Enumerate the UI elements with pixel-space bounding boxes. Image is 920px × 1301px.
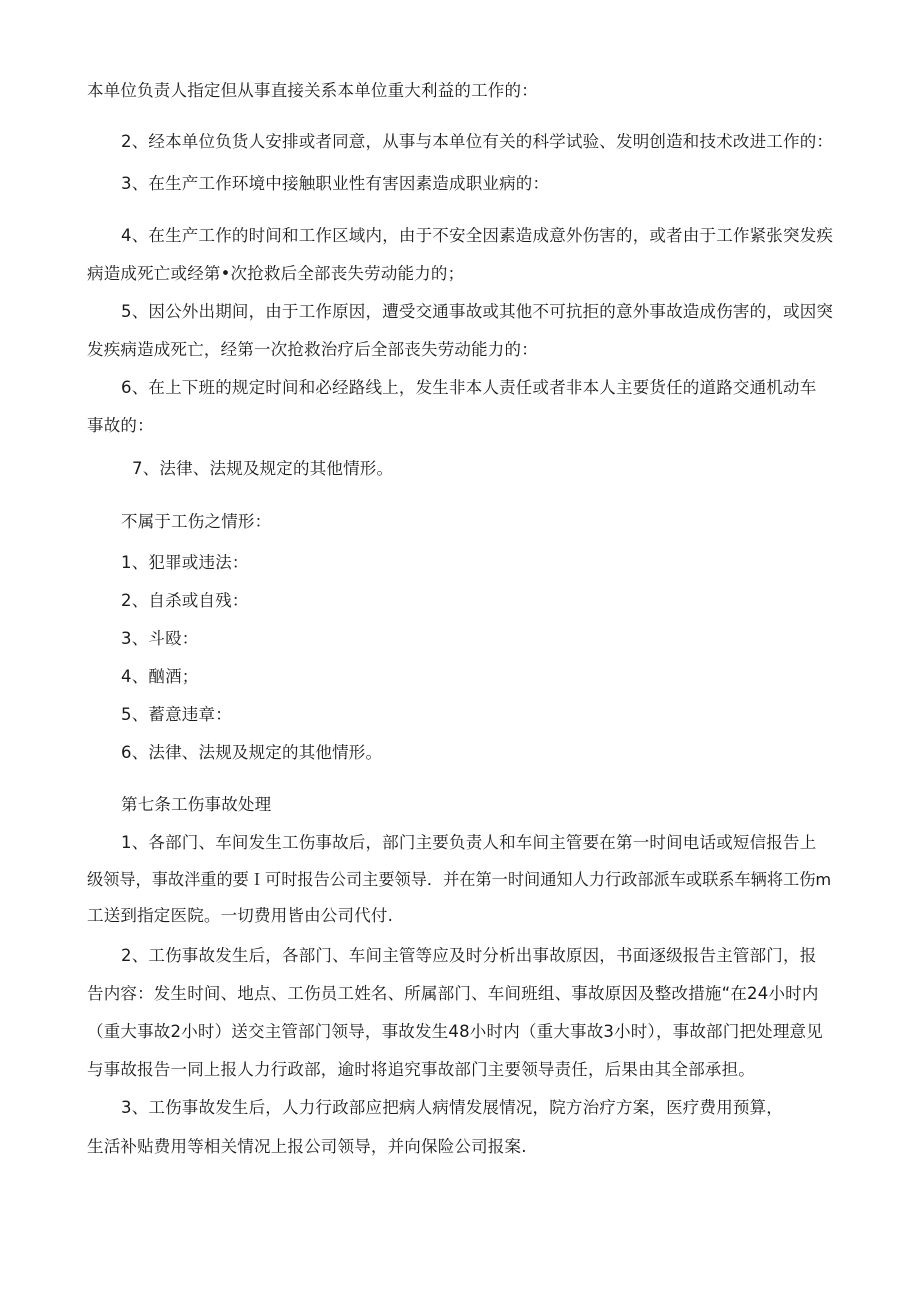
work-injury-item-7: 7、法律、法规及规定的其他情形。 bbox=[132, 459, 394, 478]
article-7-p2-line-4: 与事故报告一同上报人力行政部，逾时将追究事故部门主要领导责任，后果由其全部承担。 bbox=[87, 1060, 755, 1079]
not-injury-item: 6、法律、法规及规定的其他情形。 bbox=[121, 743, 383, 762]
not-injury-item: 5、蓄意违章： bbox=[121, 705, 232, 724]
article-7-p1-line-2: 级领导，事故泮重的要Ｉ可时报告公司主要领导．并在第一时间通知人力行政部派车或联系车辆将工伤m bbox=[87, 870, 832, 889]
work-injury-item-3: 3、在生产工作环境中接触职业性有害因素造成职业病的： bbox=[121, 174, 550, 193]
work-injury-item-5-line-1: 5、因公外出期间，由于工作原因，遭受交通事故或其他不可抗拒的意外事故造成伤害的，或因突 bbox=[121, 302, 834, 321]
not-injury-item: 3、斗殴： bbox=[121, 629, 199, 648]
article-7-heading: 第七条工伤事故处理 bbox=[121, 795, 272, 814]
article-7-p1-line-1: 1、各部门、车间发生工伤事故后，部门主要负责人和车间主管要在第一时间电话或短信报告上 bbox=[121, 833, 817, 852]
work-injury-item-5-line-2: 发疾病造成死亡，经第一次抢救治疗后全部丧失劳动能力的： bbox=[87, 340, 538, 359]
work-injury-item-4-line-2: 病造成死亡或经第•次抢救后全部丧失劳动能力的； bbox=[87, 264, 465, 283]
article-7-p3-line-1: 3、工伤事故发生后，人力行政部应把病人病情发展情况，院方治疗方案，医疗费用预算， bbox=[121, 1098, 783, 1117]
work-injury-item-2: 2、经本单位负货人安排或者同意，从事与本单位有关的科学试验、发明创造和技术改进工作的： bbox=[121, 132, 834, 151]
article-7-p1-line-3: 工送到指定医院。一切费用皆由公司代付. bbox=[87, 906, 394, 925]
article-7-p2-line-2: 告内容：发生时间、地点、工伤员工姓名、所属部门、车间班组、事故原因及整改措施“在24小时内 bbox=[87, 984, 819, 1003]
article-7-p3-line-2: 生活补贴费用等相关情况上报公司领导，并向保险公司报案. bbox=[87, 1137, 527, 1156]
work-injury-item-6-line-2: 事故的： bbox=[87, 416, 154, 435]
not-injury-heading: 不属于工伤之情形： bbox=[121, 512, 272, 531]
article-7-p2-line-3: （重大事故2小时）送交主管部门领导，事故发生48小时内（重大事故3小时），事故部门把处理意见 bbox=[87, 1022, 823, 1041]
article-7-p2-line-1: 2、工伤事故发生后，各部门、车间主管等应及时分析出事故原因，书面逐级报告主管部门，报 bbox=[121, 946, 817, 965]
not-injury-item: 1、犯罪或违法： bbox=[121, 553, 249, 572]
work-injury-item-4-line-1: 4、在生产工作的时间和工作区域内，由于不安全因素造成意外伤害的，或者由于工作紧张突发疾 bbox=[121, 226, 834, 245]
work-injury-item-6-line-1: 6、在上下班的规定时间和必经路线上，发生非本人责任或者非本人主要货任的道路交通机动车 bbox=[121, 378, 817, 397]
not-injury-item: 4、酗酒； bbox=[121, 667, 199, 686]
intro-line: 本单位负责人指定但从事直接关系本单位重大利益的工作的： bbox=[87, 81, 538, 100]
not-injury-item: 2、自杀或自残： bbox=[121, 591, 249, 610]
